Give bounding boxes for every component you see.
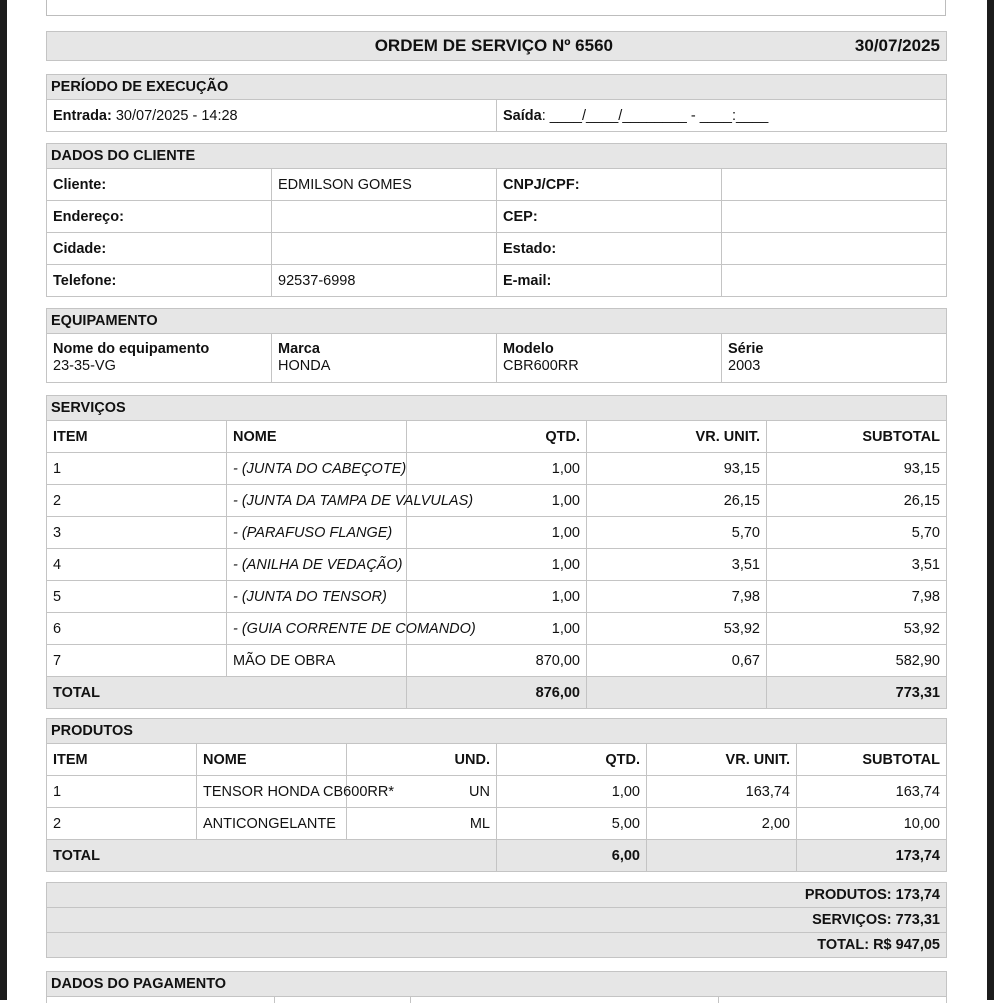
prod-qtd: 5,00 [497,808,647,840]
table-row [47,645,947,677]
serv-qtd: 1,00 [407,517,587,549]
prod-col-und: UND. [347,744,497,776]
serv-nome: - (PARAFUSO FLANGE) [227,517,407,549]
saida-label: Saída [503,107,542,124]
equip-marca-label: Marca [278,341,320,357]
serv-qtd: 1,00 [407,485,587,517]
prod-total-label: TOTAL [47,840,497,872]
endereco-label: Endereço: [47,201,272,233]
serv-qtd: 1,00 [407,453,587,485]
prod-col-nome: NOME [197,744,347,776]
serv-nome: - (JUNTA DO TENSOR) [227,581,407,613]
saida-value: : ____/____/________ - ____:____ [541,107,769,124]
cep-label: CEP: [497,201,722,233]
table-row [47,517,947,549]
prod-col-item: ITEM [47,744,197,776]
produtos-section [46,718,947,872]
cidade-value [272,233,497,265]
email-label: E-mail: [497,265,722,297]
resumo-servicos: SERVIÇOS: 773,31 [47,908,947,933]
prod-sub: 10,00 [797,808,947,840]
table-row [47,485,947,517]
prod-vr: 163,74 [647,776,797,808]
equip-nome-label: Nome do equipamento [53,341,210,357]
equipamento-section [46,308,947,383]
serv-total-label: TOTAL [47,677,407,709]
serv-col-qtd: QTD. [407,421,587,453]
serv-total-empty [587,677,767,709]
equip-serie-value: 2003 [728,358,761,374]
serv-qtd: 870,00 [407,645,587,677]
prod-col-vr: VR. UNIT. [647,744,797,776]
serv-sub: 5,70 [767,517,947,549]
serv-vr: 0,67 [587,645,767,677]
prod-total-empty [647,840,797,872]
serv-vr: 5,70 [587,517,767,549]
serv-col-item: ITEM [47,421,227,453]
equip-marca-value: HONDA [278,358,331,374]
prod-nome: TENSOR HONDA CB600RR* [197,776,347,808]
serv-sub: 53,92 [767,613,947,645]
serv-nome: - (ANILHA DE VEDAÇÃO) [227,549,407,581]
serv-qtd: 1,00 [407,613,587,645]
table-row [47,808,947,840]
equip-nome-cell [47,334,272,383]
entrada-cell [47,100,497,132]
cliente-header: DADOS DO CLIENTE [47,144,947,169]
serv-nome: - (GUIA CORRENTE DE COMANDO) [227,613,407,645]
right-screen-edge [987,0,994,1000]
order-title-section [46,31,947,61]
serv-vr: 3,51 [587,549,767,581]
equip-modelo-label: Modelo [503,341,554,357]
table-row [47,549,947,581]
cliente-section [46,143,947,297]
prod-sub: 163,74 [797,776,947,808]
order-date: 30/07/2025 [619,32,947,61]
prod-total-qtd: 6,00 [497,840,647,872]
equip-marca-cell [272,334,497,383]
servicos-total-row [47,677,947,709]
prod-vr: 2,00 [647,808,797,840]
equip-nome-value: 23-35-VG [53,358,116,374]
previous-section-box [46,0,946,16]
serv-qtd: 1,00 [407,581,587,613]
table-row [47,613,947,645]
equip-serie-label: Série [728,341,764,357]
entrada-value: 30/07/2025 - 14:28 [115,107,238,124]
cidade-label: Cidade: [47,233,272,265]
pagamento-table-top [46,996,947,1003]
resumo-total: TOTAL: R$ 947,05 [47,933,947,958]
prod-col-qtd: QTD. [497,744,647,776]
prod-und: UN [347,776,497,808]
serv-vr: 26,15 [587,485,767,517]
resumo-section [46,882,947,958]
estado-label: Estado: [497,233,722,265]
table-row [47,453,947,485]
serv-col-sub: SUBTOTAL [767,421,947,453]
prod-qtd: 1,00 [497,776,647,808]
pagamento-section [46,971,947,997]
cep-value [722,201,947,233]
table-row [47,581,947,613]
endereco-value [272,201,497,233]
serv-sub: 26,15 [767,485,947,517]
servicos-section [46,395,947,709]
left-screen-edge [0,0,7,1000]
prod-item: 2 [47,808,197,840]
table-row [47,776,947,808]
produtos-total-row [47,840,947,872]
serv-sub: 93,15 [767,453,947,485]
serv-item: 6 [47,613,227,645]
saida-cell [497,100,947,132]
equip-serie-cell [722,334,947,383]
serv-sub: 3,51 [767,549,947,581]
serv-sub: 7,98 [767,581,947,613]
serv-nome: - (JUNTA DA TAMPA DE VALVULAS) [227,485,407,517]
serv-col-vr: VR. UNIT. [587,421,767,453]
serv-item: 4 [47,549,227,581]
serv-vr: 7,98 [587,581,767,613]
cnpj-label: CNPJ/CPF: [497,169,722,201]
prod-item: 1 [47,776,197,808]
periodo-header: PERÍODO DE EXECUÇÃO [47,75,947,100]
cliente-label: Cliente: [47,169,272,201]
serv-item: 3 [47,517,227,549]
produtos-header: PRODUTOS [47,719,947,744]
serv-item: 5 [47,581,227,613]
email-value [722,265,947,297]
serv-total-qtd: 876,00 [407,677,587,709]
serv-nome: MÃO DE OBRA [227,645,407,677]
telefone-label: Telefone: [47,265,272,297]
serv-nome: - (JUNTA DO CABEÇOTE) [227,453,407,485]
telefone-value: 92537-6998 [272,265,497,297]
periodo-section [46,74,947,132]
resumo-produtos: PRODUTOS: 173,74 [47,883,947,908]
prod-total-sub: 173,74 [797,840,947,872]
equip-modelo-value: CBR600RR [503,358,579,374]
serv-vr: 53,92 [587,613,767,645]
cliente-value: EDMILSON GOMES [272,169,497,201]
servicos-header: SERVIÇOS [47,396,947,421]
serv-qtd: 1,00 [407,549,587,581]
serv-item: 7 [47,645,227,677]
prod-und: ML [347,808,497,840]
serv-item: 1 [47,453,227,485]
estado-value [722,233,947,265]
cnpj-value [722,169,947,201]
prod-col-sub: SUBTOTAL [797,744,947,776]
entrada-label: Entrada: [53,107,112,124]
serv-item: 2 [47,485,227,517]
pagamento-header: DADOS DO PAGAMENTO [47,972,947,997]
equip-modelo-cell [497,334,722,383]
order-title: ORDEM DE SERVIÇO Nº 6560 [47,32,620,61]
serv-total-sub: 773,31 [767,677,947,709]
serv-vr: 93,15 [587,453,767,485]
equipamento-header: EQUIPAMENTO [47,309,947,334]
prod-nome: ANTICONGELANTE [197,808,347,840]
serv-col-nome: NOME [227,421,407,453]
serv-sub: 582,90 [767,645,947,677]
